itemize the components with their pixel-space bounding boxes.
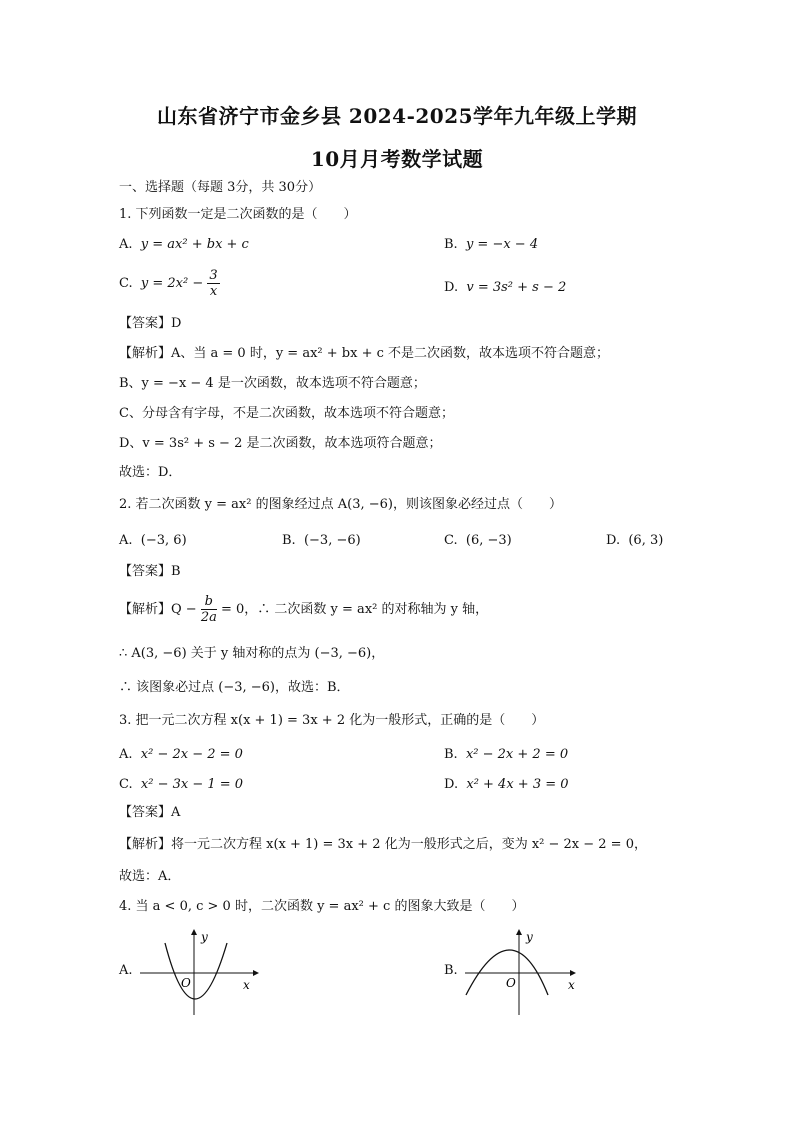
q1-option-b: [444, 236, 538, 254]
q3-answer: 【答案】A: [119, 805, 181, 820]
q1-option-d-expr: v = 3s² + s − 2: [466, 280, 567, 295]
y-axis-label: y: [526, 930, 533, 944]
q1-option-c: [119, 268, 220, 299]
x-axis-label: x: [568, 978, 575, 992]
q4-option-a-label: A.: [119, 963, 133, 978]
q2-explanation-2: ∴ A(3, −6) 关于 y 轴对称的点为 (−3, −6)，: [119, 646, 385, 661]
x-axis-arrow: [570, 970, 576, 976]
q3-explanation-2: 故选：A．: [119, 869, 181, 884]
q1-option-d: [444, 279, 566, 297]
q3-option-a-expr: x² − 2x − 2 = 0: [140, 747, 243, 762]
origin-label: O: [506, 976, 516, 990]
q1-option-c-fraction: $\frac{3}{x}$: [209, 268, 218, 299]
q1-explanation-4: D、v = 3s² + s − 2 是二次函数，故本选项符合题意；: [119, 436, 442, 451]
q4-option-a-graph: [135, 925, 265, 1020]
q3-option-c-expr: x² − 3x − 1 = 0: [140, 777, 244, 792]
q1-explanation-3: C、分母含有字母，不是二次函数，故本选项不符合题意；: [119, 406, 454, 421]
q3-option-c: [119, 776, 243, 794]
q4-option-b-graph: [460, 925, 590, 1020]
q2-explanation-fraction: $\frac{b}{2a}$: [200, 594, 217, 625]
parabola-curve: [165, 943, 227, 999]
origin-label: O: [181, 976, 191, 990]
page-title-line2: 10月月考数学试题: [310, 147, 484, 171]
q2-option-d-expr: (6, 3): [628, 533, 664, 548]
q2-option-c: [444, 532, 512, 550]
question-2-stem: 2. 若二次函数 y = ax² 的图象经过点 A(3, −6)，则该图象必经过点（ ）: [119, 497, 562, 512]
q1-option-c-expr: y = 2x² −: [140, 276, 204, 291]
q3-option-b-label: B.: [444, 747, 458, 762]
q3-option-b-expr: x² − 2x + 2 = 0: [465, 747, 569, 762]
q1-option-a-expr: y = ax² + bx + c: [140, 237, 249, 252]
q2-option-a: [119, 532, 187, 550]
q2-option-d-label: D.: [606, 533, 621, 548]
q1-answer: 【答案】D: [119, 316, 182, 331]
q3-option-c-label: C.: [119, 777, 133, 792]
q2-option-c-label: C.: [444, 533, 458, 548]
q3-option-d: [444, 776, 569, 794]
q1-option-b-expr: y = −x − 4: [465, 237, 539, 252]
q1-explanation-2: B、y = −x − 4 是一次函数，故本选项不符合题意；: [119, 376, 426, 391]
y-axis-arrow: [191, 929, 197, 935]
q3-option-a: [119, 746, 243, 764]
section-heading: 一、选择题（每题 3分，共 30分）: [119, 180, 322, 195]
q1-option-a-label: A.: [119, 237, 133, 252]
q1-option-a: [119, 236, 249, 254]
question-3-stem: 3. 把一元二次方程 x(x + 1) = 3x + 2 化为一般形式，正确的是（ ）: [119, 713, 545, 728]
q2-option-c-expr: (6, −3): [465, 533, 512, 548]
q3-explanation-1: 【解析】将一元二次方程 x(x + 1) = 3x + 2 化为一般形式之后，变为 x² − 2x − 2 = 0，: [119, 837, 647, 852]
q2-option-a-expr: (−3, 6): [140, 533, 187, 548]
q1-option-c-label: C.: [119, 276, 133, 291]
y-axis-label: y: [201, 930, 208, 944]
q1-option-d-label: D.: [444, 280, 459, 295]
x-axis-arrow: [253, 970, 259, 976]
q4-option-b-label: B.: [444, 963, 458, 978]
page-title-line1: 山东省济宁市金乡县 2024-2025学年九年级上学期: [156, 104, 638, 128]
q3-option-d-label: D.: [444, 777, 459, 792]
x-axis-label: x: [243, 978, 250, 992]
y-axis-arrow: [516, 929, 522, 935]
q1-explanation-5: 故选：D．: [119, 465, 182, 480]
q1-explanation-1: 【解析】A、当 a = 0 时，y = ax² + bx + c 不是二次函数，故本选项不符合题意；: [119, 346, 610, 361]
question-1-stem: 1. 下列函数一定是二次函数的是（ ）: [119, 207, 357, 222]
q2-option-b-label: B.: [282, 533, 296, 548]
q2-option-b-expr: (−3, −6): [303, 533, 361, 548]
q2-explanation-1: 【解析】Q − $\frac{b}{2a}$ = 0，∴ 二次函数 y = ax² 的对称轴为 y 轴，: [119, 594, 489, 625]
q2-option-b: [282, 532, 361, 550]
q3-option-a-label: A.: [119, 747, 133, 762]
q2-explanation-3: ∴ 该图象必过点 (−3, −6)，故选：B．: [119, 680, 350, 695]
q2-option-a-label: A.: [119, 533, 133, 548]
q2-option-d: [606, 532, 663, 550]
q1-option-b-label: B.: [444, 237, 458, 252]
q3-option-b: [444, 746, 568, 764]
q3-option-d-expr: x² + 4x + 3 = 0: [466, 777, 569, 792]
q2-answer: 【答案】B: [119, 564, 181, 579]
question-4-stem: 4. 当 a < 0, c > 0 时，二次函数 y = ax² + c 的图象大致是（ ）: [119, 899, 525, 914]
